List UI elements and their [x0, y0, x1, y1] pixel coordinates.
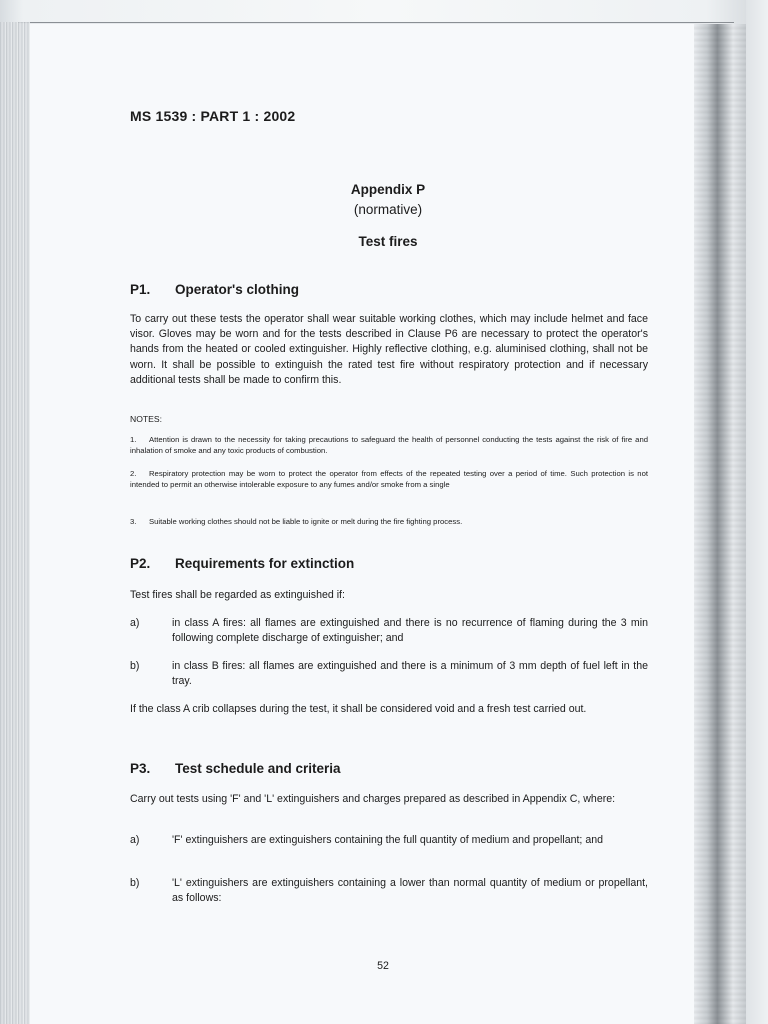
list-item: [130, 616, 648, 648]
scan-right-margin: [746, 0, 768, 1024]
section-body-p1: To carry out these tests the operator shall wear suitable working clothes, which may include helmet and face visor. Gloves may be worn and for the tests described in Clause P6 are necessary to protect the operator's hands from the heated or cooled extinguisher. Highly reflective clothing, e.g. aluminised clothing, shall not be worn. It shall be possible to extinguish the rated test fire without respiratory protection and if necessary additional tests shall be made to confirm this.: [130, 313, 648, 386]
list-item-text: in class A fires: all flames are extinguished and there is no recurrence of flaming during the 3 min following complete discharge of extinguisher; and: [172, 617, 648, 645]
note-number: 2.: [130, 469, 137, 478]
appendix-title: Appendix P: [350, 182, 426, 197]
note-text: Attention is drawn to the necessity for taking precautions to safeguard the health of personnel conducting the tests against the risk of fire and inhalation of smoke and any toxic products of combustion.: [130, 435, 648, 455]
page-left-edge: [0, 22, 30, 1024]
standard-reference: MS 1539 : PART 1 : 2002: [130, 108, 296, 124]
appendix-subject: Test fires: [358, 234, 418, 249]
list-item-text: 'L' extinguishers are extinguishers containing a lower than normal quantity of medium or propellant, as follows:: [172, 877, 648, 905]
list-item-text: in class B fires: all flames are extinguished and there is a minimum of 3 mm depth of fuel left in the tray.: [172, 660, 648, 688]
page-number: 52: [377, 960, 389, 972]
note-text: Respiratory protection may be worn to protect the operator from effects of the repeated testing over a period of time. Such protection is not intended to permit an otherwise intolerable exposure to any fumes and/or smoke from a single: [130, 469, 648, 489]
section-heading-p2: [130, 556, 354, 571]
list-item: [130, 833, 648, 865]
list-item: [130, 876, 648, 908]
list-item: [130, 659, 648, 691]
section-title: Test schedule and criteria: [175, 761, 341, 776]
note-number: 3.: [130, 517, 137, 526]
list-item-letter: b): [130, 877, 140, 889]
appendix-type: (normative): [353, 202, 423, 217]
section-title: Requirements for extinction: [175, 556, 355, 571]
section-number: P3.: [130, 761, 151, 776]
section-closing-p2: If the class A crib collapses during the test, it shall be considered void and a fresh test carried out.: [130, 703, 587, 715]
notes-label: NOTES:: [130, 414, 162, 424]
note-text: Suitable working clothes should not be liable to ignite or melt during the fire fighting process.: [149, 517, 463, 526]
note-item: [130, 468, 648, 490]
section-heading-p3: [130, 761, 341, 776]
list-item-letter: a): [130, 834, 140, 846]
note-item: [130, 434, 648, 456]
section-number: P1.: [130, 282, 151, 297]
list-item-letter: b): [130, 660, 140, 672]
section-intro-p3: Carry out tests using 'F' and 'L' extinguishers and charges prepared as described in Appendix C, where:: [130, 793, 616, 805]
section-heading-p1: [130, 282, 299, 297]
list-item-text: 'F' extinguishers are extinguishers containing the full quantity of medium and propellant; and: [172, 834, 603, 846]
note-item: [130, 516, 648, 527]
section-number: P2.: [130, 556, 151, 571]
note-number: 1.: [130, 435, 137, 444]
section-title: Operator's clothing: [175, 282, 299, 297]
section-intro-p2: Test fires shall be regarded as extinguished if:: [130, 589, 345, 601]
list-item-letter: a): [130, 617, 140, 629]
page-binding-shadow: [694, 24, 746, 1024]
